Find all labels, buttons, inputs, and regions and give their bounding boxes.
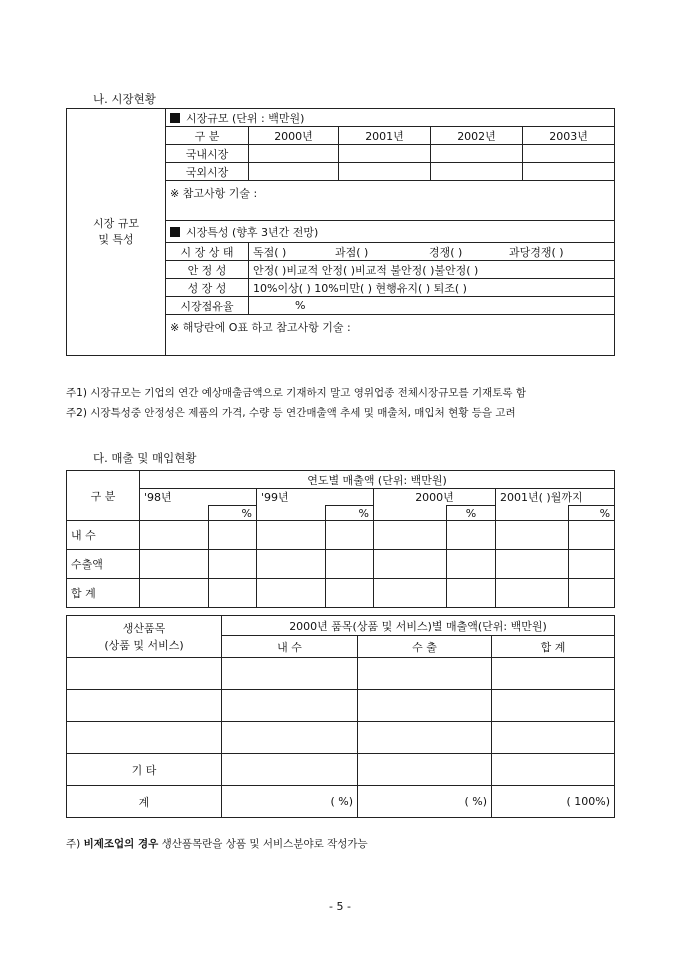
left-label-line-1: 시장 규모 [92,217,139,230]
col-domestic: 내 수 [222,636,358,658]
page-number: - 5 - [329,900,351,913]
year-header: 2001년 [339,127,431,145]
input-cell[interactable] [492,690,615,722]
input-cell[interactable] [67,690,222,722]
input-cell[interactable] [523,145,615,163]
footnote-prefix: 주) [66,838,81,850]
black-square-icon [170,227,180,237]
footnote-1: 주1) 시장규모는 기업의 연간 예상매출금액으로 기재하지 말고 영위업종 전체시장규모를 기재토록 함 [66,387,527,399]
input-cell[interactable] [339,163,431,181]
input-cell[interactable] [569,550,615,579]
gubun-label: 구 분 [67,471,140,521]
row-total: 합 계 [67,579,140,608]
input-cell[interactable] [523,163,615,181]
input-cell[interactable] [431,163,523,181]
input-cell[interactable] [140,521,209,550]
input-cell[interactable] [249,163,339,181]
input-cell[interactable] [222,690,358,722]
market-char-header [166,221,615,243]
market-char-header-text: 시장특성 (향후 3년간 전망) [186,225,319,239]
footnote-bold: 비제조업의 경우 [83,838,159,850]
left-label-line-2: 및 특성 [98,233,134,246]
input-cell[interactable] [358,690,492,722]
year-header: 2001년( )월까지 [496,489,615,506]
row-domestic-market: 국내시장 [166,145,249,163]
stability-label: 안 정 성 [166,261,249,279]
option-competition[interactable]: 경쟁( ) [429,245,463,259]
market-scale-header-text: 시장규모 (단위 : 백만원) [186,111,305,125]
input-cell[interactable] [431,145,523,163]
input-cell[interactable] [496,550,569,579]
year-header: '98년 [140,489,257,506]
growth-options[interactable]: 10%이상( ) 10%미만( ) 현행유지( ) 퇴조( ) [249,279,615,297]
market-left-label [67,109,166,356]
product-label-line-2: (상품 및 서비스) [104,638,184,652]
reference-note[interactable]: ※ 참고사항 기술 : [166,181,615,221]
input-cell[interactable] [339,145,431,163]
year-header: 2003년 [523,127,615,145]
input-cell[interactable] [326,579,374,608]
product-label-line-1: 생산품목 [122,621,166,635]
input-cell[interactable] [358,658,492,690]
percent-label: % [209,506,257,521]
stability-options[interactable]: 안정( )비교적 안정( )비교적 불안정( )불안정( ) [249,261,615,279]
footnote-2: 주2) 시장특성중 안정성은 제품의 가격, 수량 등 연간매출액 추세 및 매출처, 매입처 현황 등을 고려 [66,407,516,419]
input-cell[interactable] [67,658,222,690]
year-header: '99년 [257,489,374,506]
input-cell[interactable] [358,754,492,786]
market-share-label: 시장점유율 [166,297,249,315]
input-cell[interactable] [249,145,339,163]
col-total: 합 계 [492,636,615,658]
input-cell[interactable] [326,521,374,550]
year-header: 2002년 [431,127,523,145]
input-cell[interactable] [492,722,615,754]
annual-sales-header: 연도별 매출액 (단위: 백만원) [140,471,615,489]
input-cell[interactable] [140,579,209,608]
input-cell[interactable] [326,550,374,579]
input-cell[interactable] [492,658,615,690]
input-cell[interactable] [492,754,615,786]
pct-domestic[interactable]: ( %) [222,786,358,818]
footnote-nonmanufacturing [66,836,368,851]
gubun-label: 구 분 [166,127,249,145]
input-cell[interactable] [257,550,326,579]
market-scale-header [166,109,615,127]
growth-label: 성 장 성 [166,279,249,297]
input-cell[interactable] [222,658,358,690]
mark-note[interactable]: ※ 해당란에 O표 하고 참고사항 기술 : [166,315,615,356]
input-cell[interactable] [374,521,447,550]
input-cell[interactable] [222,754,358,786]
pct-export[interactable]: ( %) [358,786,492,818]
percent-label: % [326,506,374,521]
market-share-unit[interactable]: % [249,297,615,315]
row-other: 기 타 [67,754,222,786]
market-state-label: 시 장 상 태 [166,243,249,261]
input-cell[interactable] [447,550,496,579]
year-header: 2000년 [249,127,339,145]
input-cell[interactable] [140,550,209,579]
input-cell[interactable] [569,521,615,550]
product-label [67,616,222,658]
input-cell[interactable] [496,579,569,608]
input-cell[interactable] [374,550,447,579]
input-cell[interactable] [569,579,615,608]
input-cell[interactable] [209,579,257,608]
market-status-table [66,108,615,356]
input-cell[interactable] [374,579,447,608]
input-cell[interactable] [67,722,222,754]
row-foreign-market: 국외시장 [166,163,249,181]
option-monopoly[interactable]: 독점( ) [253,245,287,259]
option-excessive-competition[interactable]: 과당경쟁( ) [509,245,564,259]
product-sales-table [66,615,615,818]
row-export: 수출액 [67,550,140,579]
option-oligopoly[interactable]: 과점( ) [335,245,369,259]
section-title-sales: 다. 매출 및 매입현황 [93,451,197,465]
col-export: 수 출 [358,636,492,658]
input-cell[interactable] [447,521,496,550]
pct-total[interactable]: ( 100%) [492,786,615,818]
percent-label: % [447,506,496,521]
section-title-market-status: 나. 시장현황 [93,92,156,106]
percent-label: % [569,506,615,521]
market-state-options[interactable] [249,243,615,261]
input-cell[interactable] [209,550,257,579]
input-cell[interactable] [257,521,326,550]
input-cell[interactable] [358,722,492,754]
row-sum: 계 [67,786,222,818]
input-cell[interactable] [209,521,257,550]
input-cell[interactable] [447,579,496,608]
input-cell[interactable] [496,521,569,550]
black-square-icon [170,113,180,123]
footnote-rest: 생산품목란을 상품 및 서비스분야로 작성가능 [161,838,368,850]
year-header: 2000년 [374,489,496,506]
row-domestic: 내 수 [67,521,140,550]
product-sales-header: 2000년 품목(상품 및 서비스)별 매출액(단위: 백만원) [222,616,615,636]
annual-sales-table [66,470,615,608]
input-cell[interactable] [222,722,358,754]
input-cell[interactable] [257,579,326,608]
